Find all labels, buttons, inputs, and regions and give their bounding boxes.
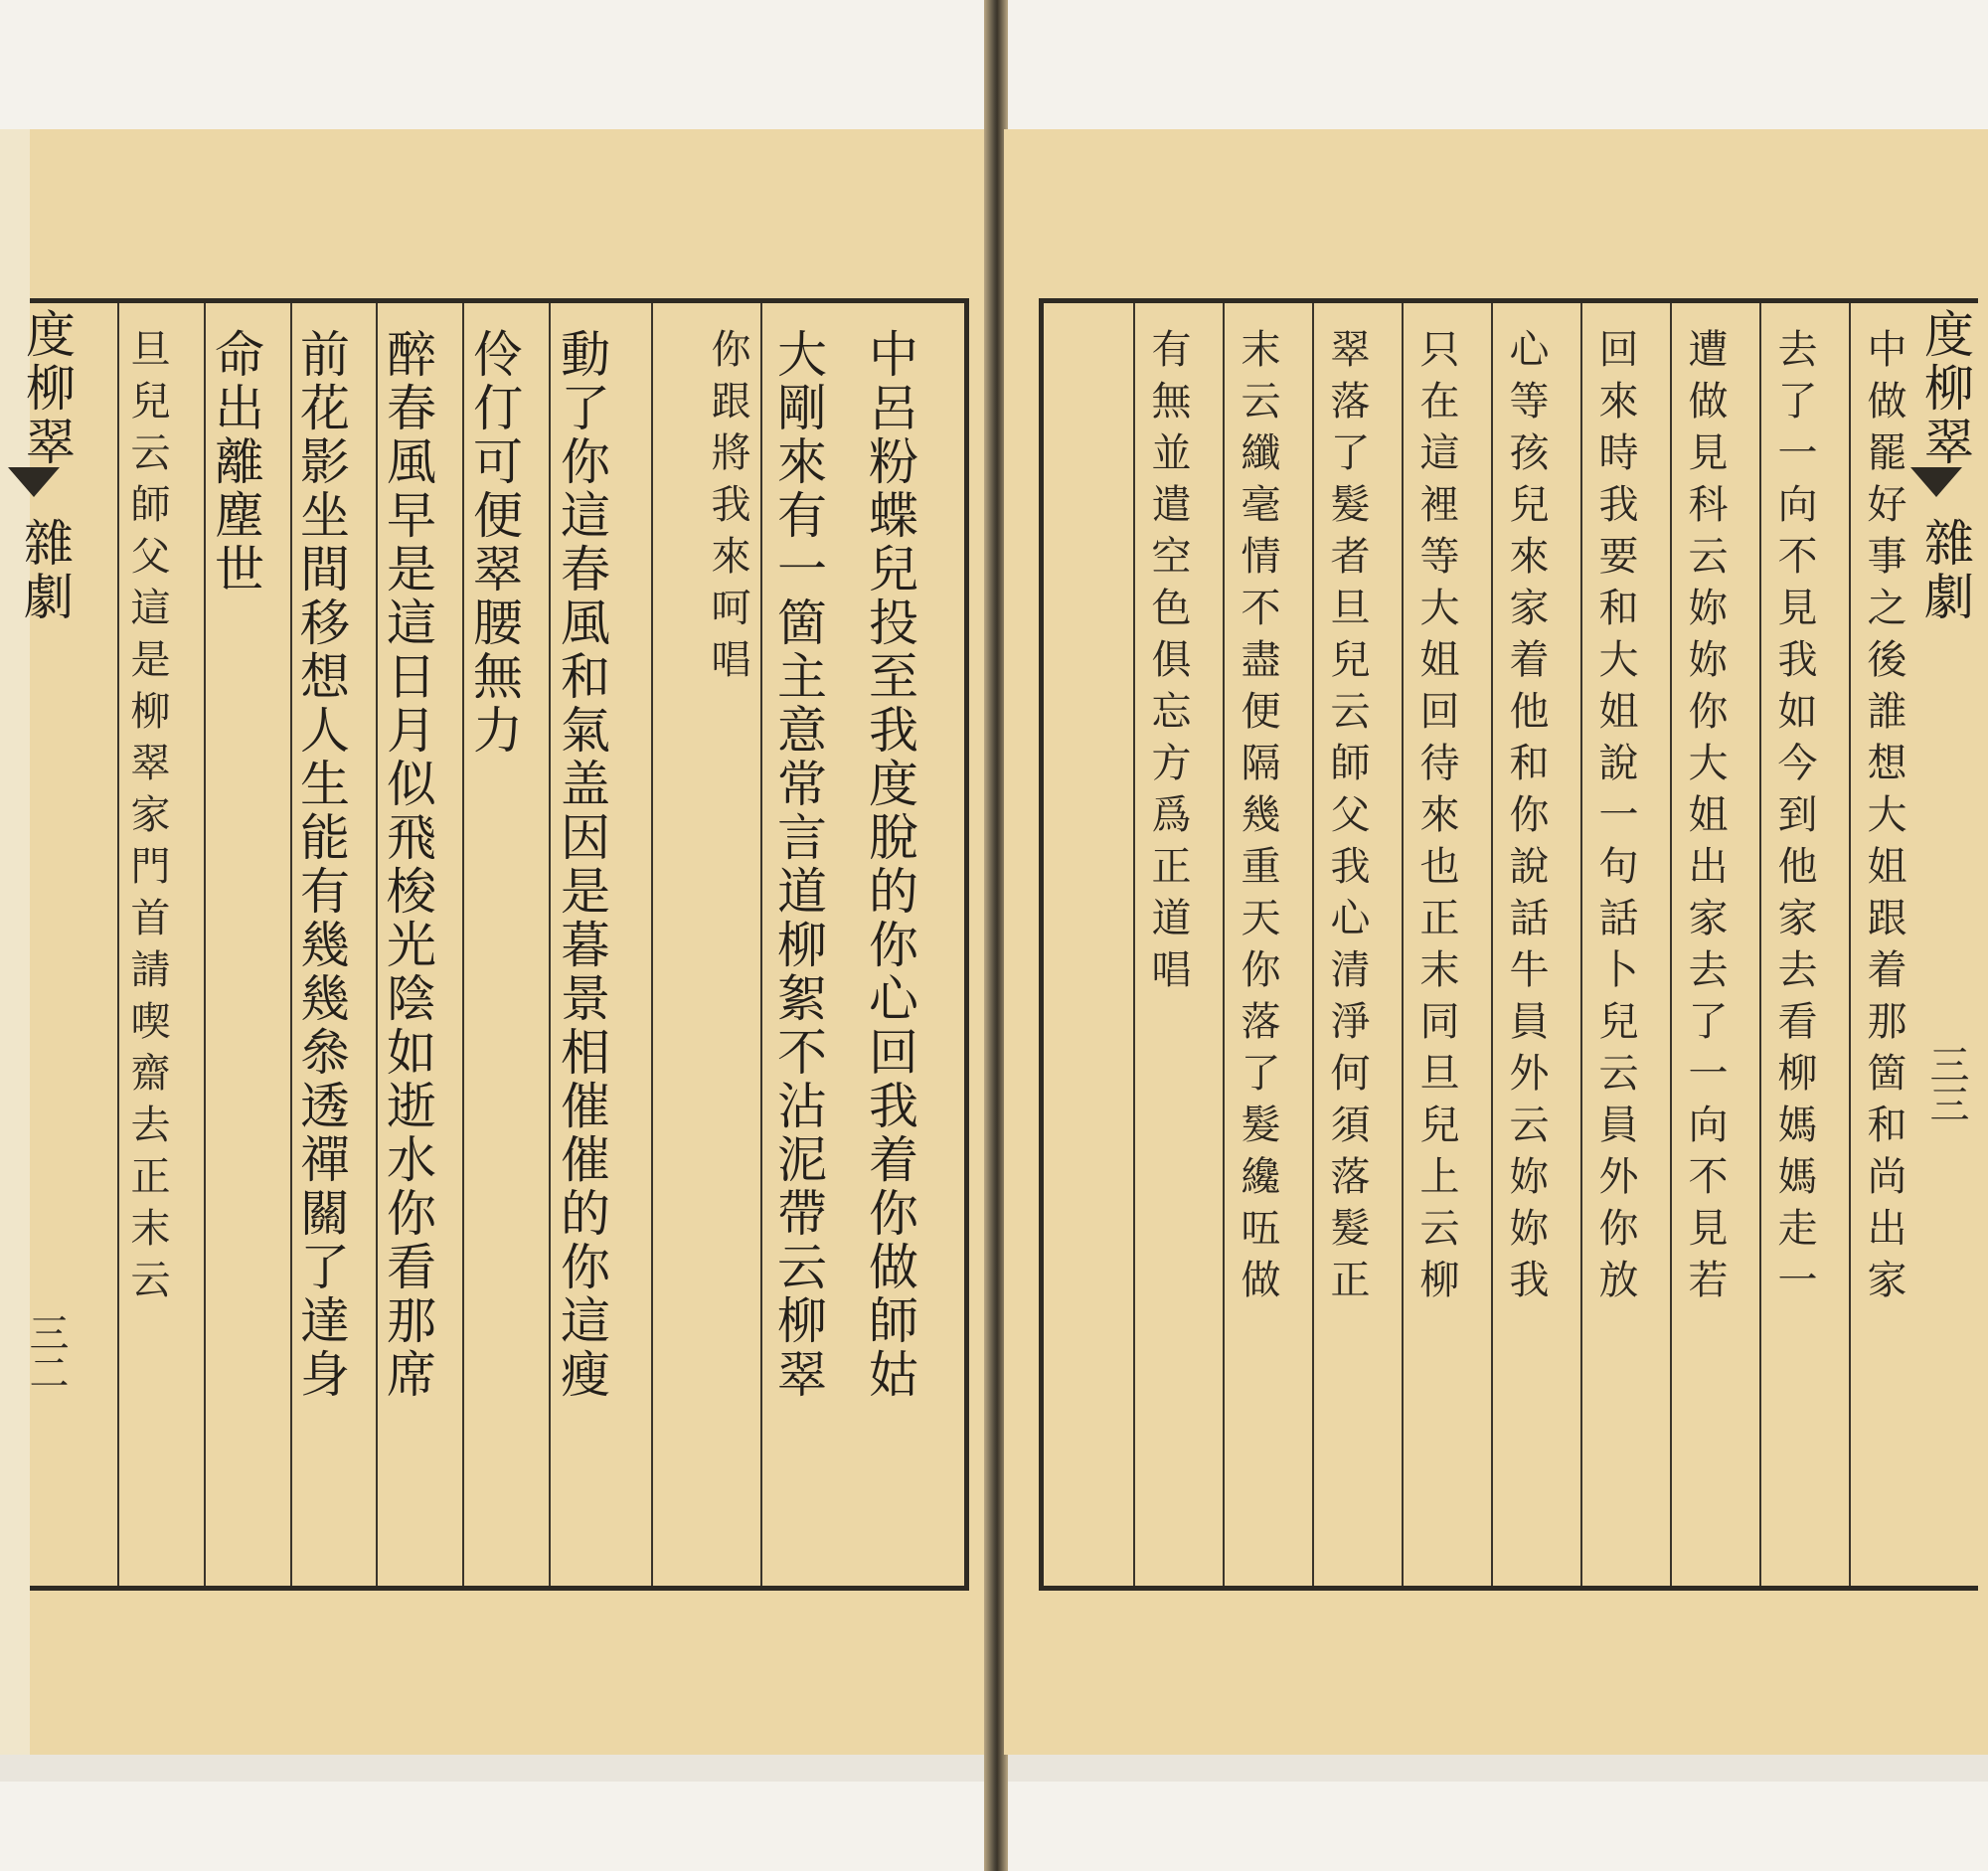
left-column-rule [760, 303, 762, 1586]
left-column-2: 你跟將我來呵唱 [705, 328, 750, 690]
left-column-7: 前花影坐間移想人生能有幾幾叅透禪關了達身 [292, 328, 350, 1402]
right-fishtail-mark [1910, 467, 1962, 497]
left-column-1: 中呂粉蝶兒投至我度脫的你心回我着你做師姑 [861, 328, 918, 1402]
right-column-rule [1670, 303, 1672, 1586]
right-margin-title: 度柳翠 [1916, 308, 1974, 469]
right-page-number: 三三 [1923, 1044, 1969, 1123]
right-column-rule [1312, 303, 1314, 1586]
left-column-5: 伶仃可便翠腰無力 [465, 328, 523, 758]
left-column-rule [549, 303, 551, 1586]
right-column-6: 只在這裡等大姐回待來也正末同旦兒上云柳 [1413, 328, 1459, 1310]
left-page-number: 三二 [23, 1312, 69, 1392]
left-margin-category: 雜劇 [16, 517, 74, 624]
right-column-1: 中做罷好事之後誰想大姐跟着那箇和尚出家 [1861, 328, 1906, 1310]
right-column-rule [1223, 303, 1225, 1586]
right-column-rule [1580, 303, 1582, 1586]
left-column-8: 命出離塵世 [207, 328, 264, 596]
left-margin-title: 度柳翠 [18, 308, 76, 469]
right-column-5: 心等孩兒來家着他和你說話牛員外云妳妳我 [1503, 328, 1549, 1310]
right-column-rule [1491, 303, 1493, 1586]
right-column-rule [1849, 303, 1851, 1586]
right-column-7: 翠落了髮者旦兒云師父我心清淨何須落髮正 [1324, 328, 1370, 1310]
left-column-rule [117, 303, 119, 1586]
right-column-3: 遭做見科云妳妳你大姐出家去了一向不見若 [1682, 328, 1728, 1310]
left-column-4: 動了你這春風和氣盖因是暮景相催催的你這瘦 [553, 328, 610, 1402]
right-column-rule [1759, 303, 1761, 1586]
left-column-rule [651, 303, 653, 1586]
right-column-rule [1133, 303, 1135, 1586]
right-column-9: 有無並遣空色俱忘方爲正道唱 [1145, 328, 1191, 1000]
left-column-rule [462, 303, 464, 1586]
left-column-rule [376, 303, 378, 1586]
left-column-9: 旦兒云師父這是柳翠家門首請喫齋去正末云 [124, 328, 170, 1310]
right-column-4: 回來時我要和大姐說一句話卜兒云員外你放 [1592, 328, 1638, 1310]
left-column-rule [204, 303, 206, 1586]
left-column-3: 大剛來有一箇主意常言道柳絮不沾泥帶云柳翠 [769, 328, 827, 1402]
left-column-6: 醉春風早是這日月似飛梭光陰如逝水你看那席 [379, 328, 436, 1402]
right-column-2: 去了一向不見我如今到他家去看柳媽媽走一 [1771, 328, 1817, 1310]
right-margin-category: 雜劇 [1916, 517, 1974, 624]
right-column-rule [1402, 303, 1404, 1586]
right-column-8: 末云纖毫情不盡便隔幾重天你落了髮纔㕶做 [1235, 328, 1280, 1310]
